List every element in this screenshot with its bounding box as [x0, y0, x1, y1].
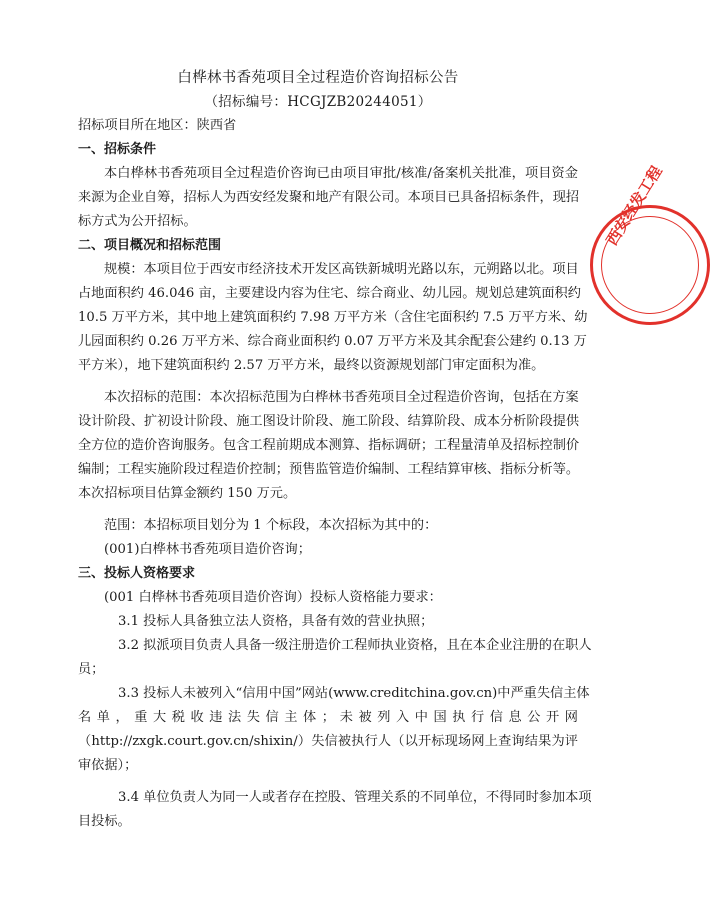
body-line: 3.3 投标人未被列入“信用中国”网站(www.creditchina.gov.cn)中严重失信主体 — [118, 686, 590, 701]
section-heading: 一、招标条件 — [78, 142, 157, 157]
body-line: 设计阶段、扩初设计阶段、施工图设计阶段、施工阶段、结算阶段、成本分析阶段提供 — [78, 414, 580, 429]
body-line: 员； — [78, 662, 105, 677]
body-line: 规模：本项目位于西安市经济技术开发区高铁新城明光路以东，元朔路以北。项目 — [104, 262, 579, 277]
body-line: 编制；工程实施阶段过程造价控制；预售监管造价编制、工程结算审核、指标分析等。 — [78, 462, 580, 477]
section-heading: 二、项目概况和招标范围 — [78, 238, 222, 253]
seal-text: 西安经发工程 — [602, 162, 666, 249]
body-line: 儿园面积约 0.26 万平方米、综合商业面积约 0.07 万平方米及其余配套公建约 0.13 万 — [78, 334, 587, 349]
body-line: 平方米），地下建筑面积约 2.57 万平方米，最终以资源规划部门审定面积为准。 — [78, 358, 545, 373]
document-title: 白桦林书香苑项目全过程造价咨询招标公告 — [177, 70, 459, 86]
body-line: 本白桦林书香苑项目全过程造价咨询已由项目审批/核准/备案机关批准，项目资金 — [104, 166, 578, 181]
body-line: 本次招标项目估算金额约 150 万元。 — [78, 486, 297, 501]
body-line: (001)白桦林书香苑项目造价咨询； — [104, 542, 311, 557]
body-line: 目投标。 — [78, 814, 131, 829]
project-region: 招标项目所在地区：陕西省 — [78, 118, 237, 133]
body-line: 3.2 拟派项目负责人具备一级注册造价工程师执业资格，且在本企业注册的在职人 — [118, 638, 592, 653]
body-line: 审依据）； — [78, 758, 138, 773]
tender-number: （招标编号：HCGJZB20244051） — [204, 94, 432, 110]
body-line: 3.4 单位负责人为同一人或者存在控股、管理关系的不同单位，不得同时参加本项 — [118, 790, 592, 805]
body-line: （http://zxgk.court.gov.cn/shixin/）失信被执行人（以开标现场网上查询结果为评 — [78, 734, 578, 749]
body-line: 来源为企业自筹，招标人为西安经发聚和地产有限公司。本项目已具备招标条件，现招 — [78, 190, 580, 205]
body-line: 标方式为公开招标。 — [78, 214, 197, 229]
body-line: 范围：本招标项目划分为 1 个标段，本次招标为其中的： — [104, 518, 438, 533]
body-line: 3.1 投标人具备独立法人资格，具备有效的营业执照； — [118, 614, 434, 629]
body-line: 全方位的造价咨询服务。包含工程前期成本测算、指标调研；工程量清单及招标控制价 — [78, 438, 580, 453]
body-line: (001 白桦林书香苑项目造价咨询）投标人资格能力要求： — [104, 590, 442, 605]
body-line: 10.5 万平方米，其中地上建筑面积约 7.98 万平方米（含住宅面积约 7.5 万平方米、幼 — [78, 310, 588, 325]
body-line: 本次招标的范围：本次招标范围为白桦林书香苑项目全过程造价咨询，包括在方案 — [104, 390, 579, 405]
section-heading: 三、投标人资格要求 — [78, 566, 196, 581]
company-seal — [590, 162, 710, 325]
body-line: 名 单 ， 重 大 税 收 违 法 失 信 主 体 ； 未 被 列 入 中 国 执 行 信 息 公 开 网 — [78, 710, 578, 725]
body-line: 占地面积约 46.046 亩，主要建设内容为住宅、综合商业、幼儿园。规划总建筑面积约 — [78, 286, 581, 301]
